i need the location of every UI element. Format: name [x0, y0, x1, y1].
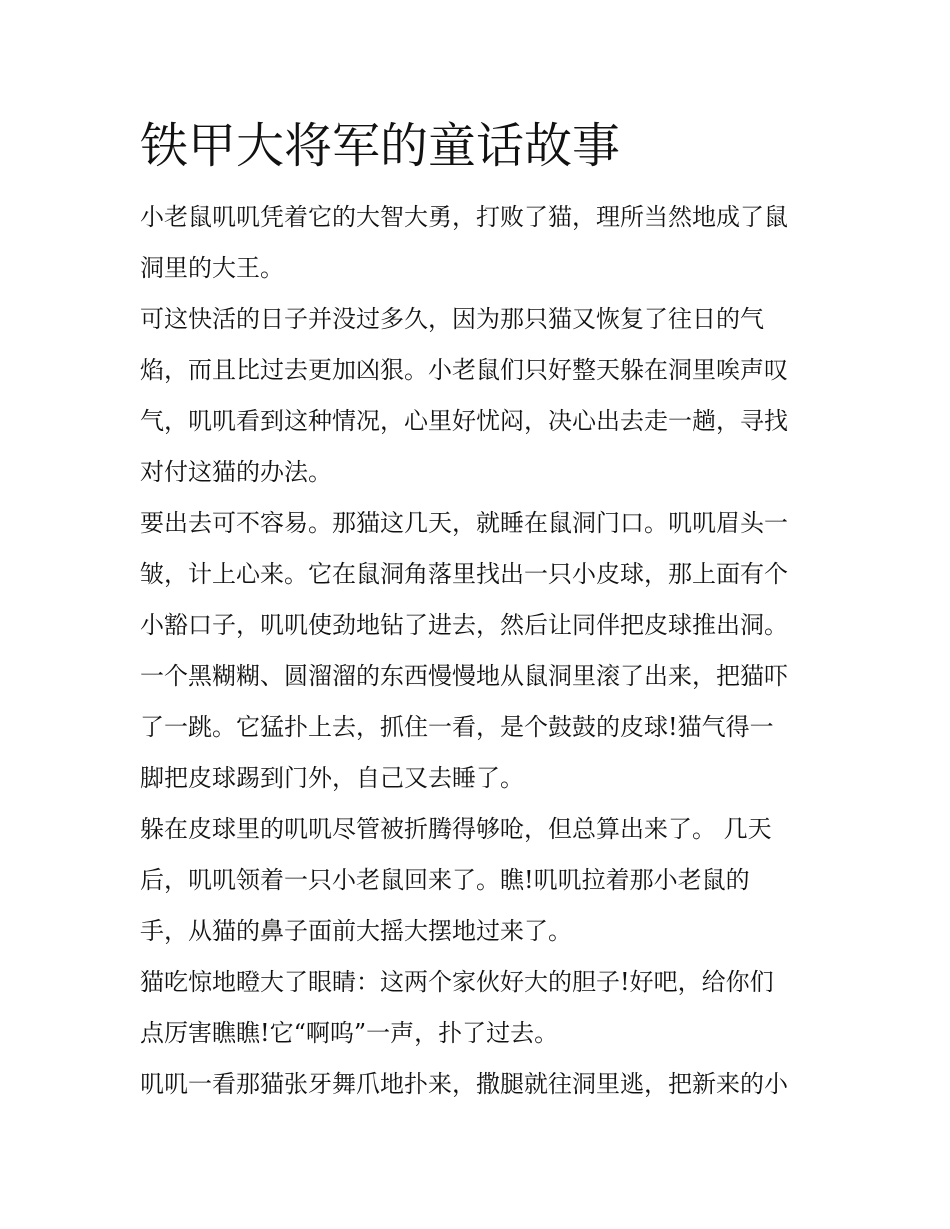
document-title: 铁甲大将军的童话故事 [140, 118, 621, 174]
text-line: 皱，计上心来。它在鼠洞角落里找出一只小皮球，那上面有个 [140, 560, 788, 588]
text-line: 后，叽叽领着一只小老鼠回来了。瞧!叽叽拉着那小老鼠的 [140, 866, 750, 894]
text-line: 洞里的大王。 [140, 254, 284, 282]
text-line: 对付这猫的办法。 [140, 458, 332, 486]
text-line: 小老鼠叽叽凭着它的大智大勇，打败了猫，理所当然地成了鼠 [140, 203, 788, 231]
text-line: 躲在皮球里的叽叽尽管被折腾得够呛，但总算出来了。 几天 [140, 815, 772, 843]
text-line: 焰，而且比过去更加凶狠。小老鼠们只好整天躲在洞里唉声叹 [140, 356, 788, 384]
text-line: 要出去可不容易。那猫这几天，就睡在鼠洞门口。叽叽眉头一 [140, 509, 788, 537]
text-line: 气，叽叽看到这种情况，心里好忧闷，决心出去走一趟，寻找 [140, 407, 788, 435]
text-line: 猫吃惊地瞪大了眼睛：这两个家伙好大的胆子!好吧，给你们 [140, 968, 774, 996]
text-line: 叽叽一看那猫张牙舞爪地扑来，撒腿就往洞里逃，把新来的小 [140, 1070, 788, 1098]
text-line: 脚把皮球踢到门外，自己又去睡了。 [140, 764, 524, 792]
text-line: 一个黑糊糊、圆溜溜的东西慢慢地从鼠洞里滚了出来，把猫吓 [140, 662, 788, 690]
text-line: 了一跳。它猛扑上去，抓住一看，是个鼓鼓的皮球!猫气得一 [140, 713, 774, 741]
text-line: 手，从猫的鼻子面前大摇大摆地过来了。 [140, 917, 572, 945]
story-body [140, 192, 820, 1110]
text-line: 小豁口子，叽叽使劲地钻了进去，然后让同伴把皮球推出洞。 [140, 611, 788, 639]
text-line: 点厉害瞧瞧!它“啊呜”一声，扑了过去。 [140, 1019, 559, 1047]
text-line: 可这快活的日子并没过多久，因为那只猫又恢复了往日的气 [140, 305, 764, 333]
